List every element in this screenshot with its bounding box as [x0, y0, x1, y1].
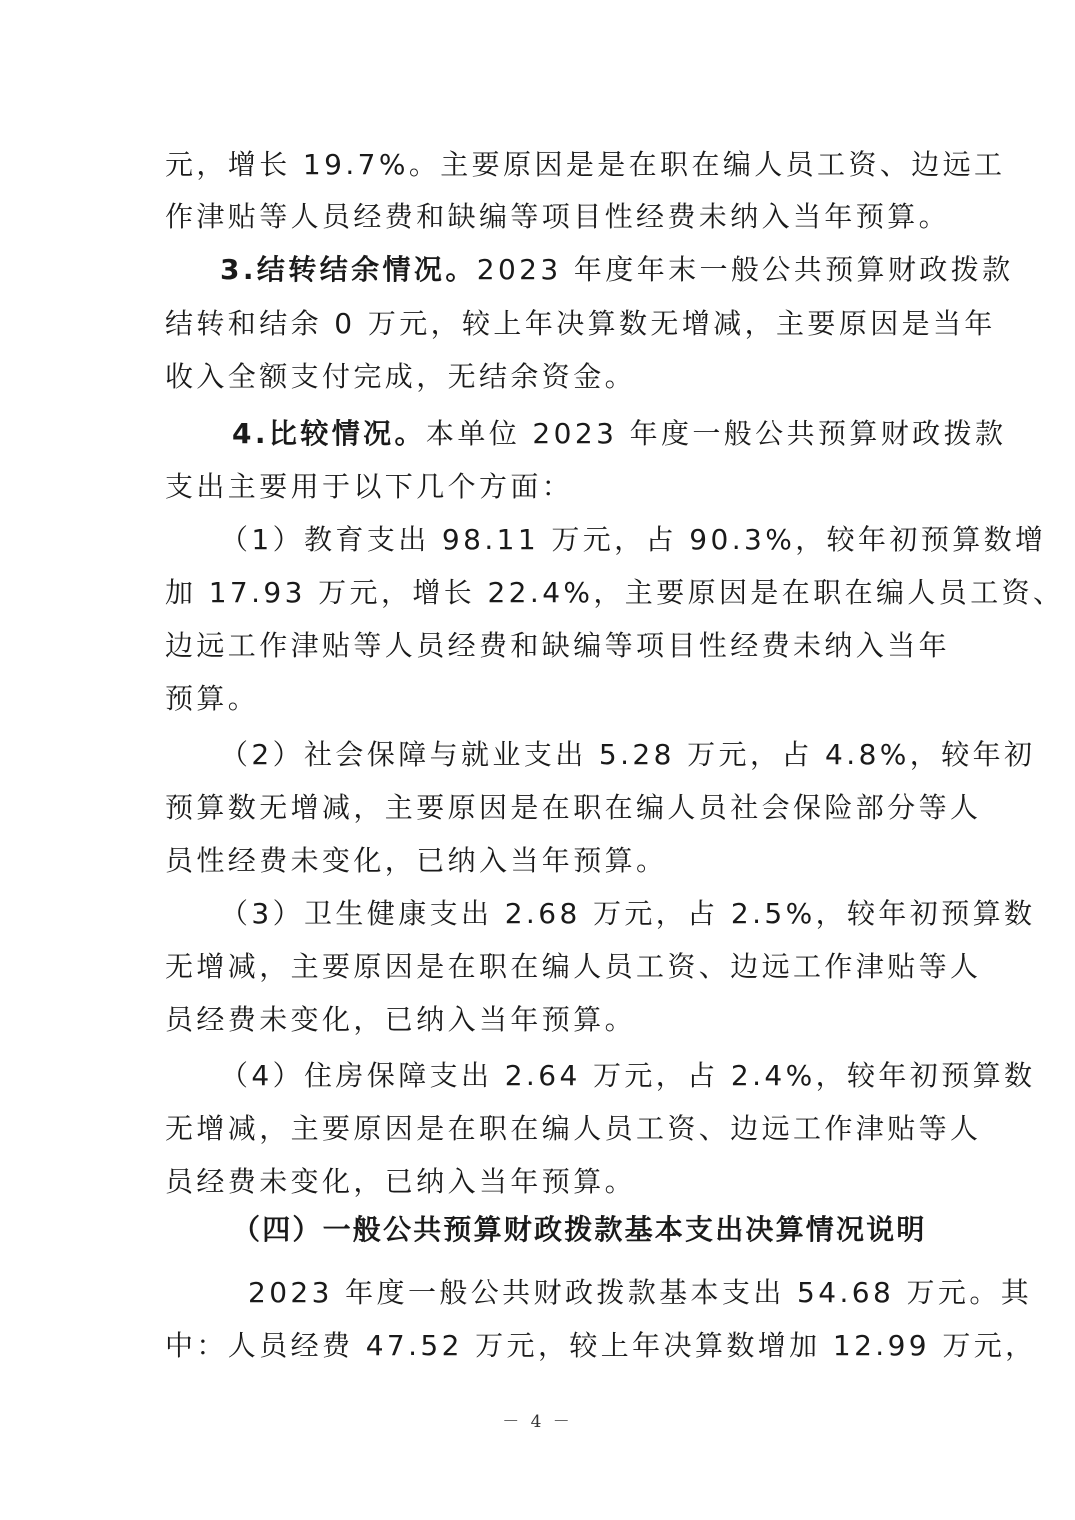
- paragraph-line: 无增减，主要原因是在职在编人员工资、边远工作津贴等人: [165, 1112, 982, 1145]
- paragraph-line: 作津贴等人员经费和缺编等项目性经费未纳入当年预算。: [165, 200, 951, 233]
- paragraph-line: （3）卫生健康支出 2.68 万元，占 2.5%，较年初预算数: [220, 897, 1036, 930]
- paragraph-line: （1）教育支出 98.11 万元，占 90.3%，较年初预算数增: [220, 523, 1047, 556]
- paragraph-line: 员经费未变化，已纳入当年预算。: [165, 1003, 637, 1036]
- paragraph-line: 2023 年度一般公共财政拨款基本支出 54.68 万元。其: [248, 1276, 1033, 1309]
- paragraph-line: 预算。: [165, 682, 260, 715]
- section-heading: （四）一般公共预算财政拨款基本支出决算情况说明: [232, 1213, 927, 1246]
- paragraph-line: 预算数无增减，主要原因是在职在编人员社会保险部分等人: [165, 791, 982, 824]
- section-3-text: 2023 年度年末一般公共预算财政拨款: [476, 253, 1014, 286]
- section-4-title: 4.比较情况。: [232, 417, 426, 450]
- paragraph-line: 支出主要用于以下几个方面：: [165, 470, 574, 503]
- paragraph-line: 中：人员经费 47.52 万元，较上年决算数增加 12.99 万元，: [165, 1329, 1037, 1362]
- page-number: － 4 －: [502, 1412, 573, 1432]
- paragraph-line: 收入全额支付完成，无结余资金。: [165, 360, 637, 393]
- paragraph-line: 边远工作津贴等人员经费和缺编等项目性经费未纳入当年: [165, 629, 951, 662]
- paragraph-line: 元，增长 19.7%。主要原因是是在职在编人员工资、边远工: [165, 148, 1006, 181]
- paragraph-line: 员性经费未变化，已纳入当年预算。: [165, 844, 668, 877]
- paragraph-line: 员经费未变化，已纳入当年预算。: [165, 1165, 637, 1198]
- paragraph-line: 加 17.93 万元，增长 22.4%，主要原因是在职在编人员工资、: [165, 576, 1065, 609]
- section-3-line: [220, 242, 1014, 298]
- section-4-line: [232, 406, 1007, 462]
- paragraph-line: （4）住房保障支出 2.64 万元，占 2.4%，较年初预算数: [220, 1059, 1036, 1092]
- section-4-text: 本单位 2023 年度一般公共预算财政拨款: [425, 417, 1007, 450]
- paragraph-line: （2）社会保障与就业支出 5.28 万元，占 4.8%，较年初: [220, 738, 1036, 771]
- paragraph-line: 无增减，主要原因是在职在编人员工资、边远工作津贴等人: [165, 950, 982, 983]
- section-3-title: 3.结转结余情况。: [220, 253, 477, 286]
- paragraph-line: 结转和结余 0 万元，较上年决算数无增减，主要原因是当年: [165, 307, 996, 340]
